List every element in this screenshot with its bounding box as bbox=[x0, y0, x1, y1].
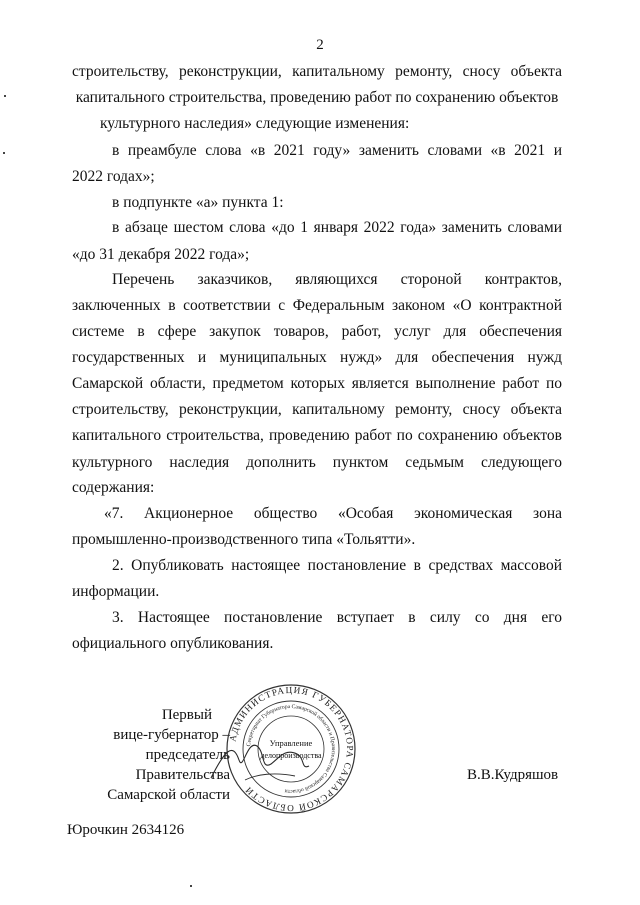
text-line: 2. Опубликовать настоящее постановление в средствах массовой bbox=[112, 557, 562, 574]
text-line: культурного наследия дополнить пунктом седьмым следующего bbox=[72, 454, 562, 471]
scan-mark bbox=[190, 885, 192, 887]
text-line: Перечень заказчиков, являющихся стороной контрактов, bbox=[112, 271, 562, 288]
seal-inner-text: Секретариат Губернатора Самарской области и Правительства Самарской области bbox=[246, 703, 337, 795]
text-line: в абзаце шестом слова «до 1 января 2022 года» заменить словами bbox=[112, 219, 562, 236]
scan-mark bbox=[3, 152, 5, 154]
text-line: строительству, реконструкции, капитальному ремонту, сносу объекта bbox=[72, 401, 562, 418]
text-line: в преамбуле слова «в 2021 году» заменить словами «в 2021 и bbox=[112, 142, 562, 159]
signatory-name: В.В.Кудряшов bbox=[467, 767, 559, 783]
text-line: капитального строительства, проведению работ по сохранению объектов bbox=[72, 427, 562, 444]
text-line: капитального строительства, проведению работ по сохранению объектов bbox=[75, 89, 559, 106]
page-number: 2 bbox=[316, 37, 324, 53]
handwritten-signature bbox=[205, 720, 315, 800]
signatory-title-line: Первый bbox=[161, 707, 212, 723]
text-line: строительству, реконструкции, капитальному ремонту, сносу объекта bbox=[72, 63, 562, 80]
text-line: государственных и муниципальных нужд» для обеспечения нужд bbox=[72, 349, 562, 366]
executor-info: Юрочкин 2634126 bbox=[67, 822, 185, 838]
text-line: заключенных в соответствии с Федеральным законом «О контрактной bbox=[72, 297, 562, 314]
text-line: промышленно-производственного типа «Тольятти». bbox=[72, 531, 416, 548]
signatory-title-line: вице-губернатор – bbox=[113, 727, 230, 743]
text-line: содержания: bbox=[72, 479, 155, 496]
text-line: в подпункте «а» пункта 1: bbox=[112, 194, 284, 211]
text-line: 3. Настоящее постановление вступает в силу со дня его bbox=[112, 609, 562, 626]
signatory-title-line: председатель Правительства bbox=[135, 747, 230, 783]
text-line: «7. Акционерное общество «Особая экономическая зона bbox=[104, 505, 562, 522]
scan-mark bbox=[4, 95, 6, 97]
signatory-title-line: Самарской области bbox=[107, 787, 230, 803]
text-line: Самарской области, предметом которых является выполнение работ по bbox=[72, 375, 562, 392]
text-line: официального опубликования. bbox=[72, 635, 274, 652]
text-line: «до 31 декабря 2022 года»; bbox=[72, 246, 250, 263]
text-line: информации. bbox=[72, 583, 160, 600]
seal-center-line: Управление bbox=[269, 738, 313, 748]
text-line: культурного наследия» следующие изменения: bbox=[100, 115, 410, 132]
seal-outer-text: АДМИНИСТРАЦИЯ ГУБЕРНАТОРА САМАРСКОЙ ОБЛАСТИ bbox=[227, 684, 356, 814]
text-line: 2022 годах»; bbox=[72, 168, 155, 185]
text-line: системе в сфере закупок товаров, работ, услуг для обеспечения bbox=[72, 323, 562, 340]
seal-center-line: делопроизводства bbox=[260, 751, 322, 760]
